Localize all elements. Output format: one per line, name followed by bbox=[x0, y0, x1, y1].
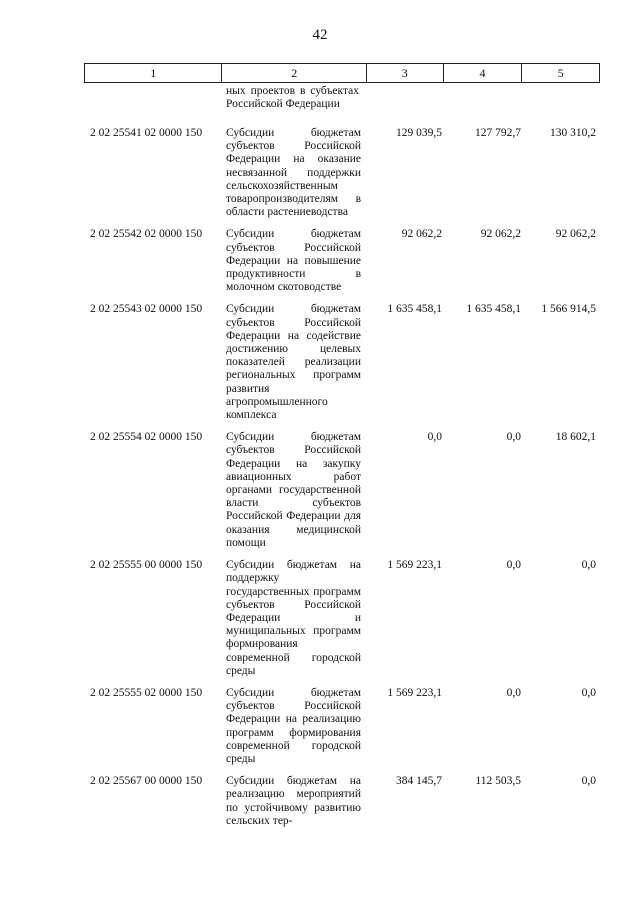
header-col-2: 2 bbox=[222, 64, 366, 82]
value-col-4: 1 635 458,1 bbox=[466, 303, 521, 316]
value-col-3: 384 145,7 bbox=[396, 775, 442, 788]
value-col-4: 0,0 bbox=[506, 559, 521, 572]
budget-code: 2 02 25555 00 0000 150 bbox=[90, 559, 203, 572]
header-col-5: 5 bbox=[557, 66, 564, 80]
budget-code: 2 02 25542 02 0000 150 bbox=[90, 228, 203, 241]
value-col-5: 18 602,1 bbox=[555, 431, 596, 444]
table-row bbox=[84, 775, 600, 828]
budget-code: 2 02 25543 02 0000 150 bbox=[90, 303, 203, 316]
table-row bbox=[84, 687, 600, 766]
value-col-3: 129 039,5 bbox=[396, 127, 442, 139]
table-header bbox=[84, 63, 600, 83]
value-col-5: 92 062,2 bbox=[555, 228, 596, 241]
budget-code: 2 02 25555 02 0000 150 bbox=[90, 686, 203, 699]
row-description: Субсидии бюджетам субъектов Российской Федерации на повышение продуктивности в молочном скотоводстве bbox=[226, 228, 361, 294]
row-description: Субсидии бюджетам на реализацию мероприятий по устойчивому развитию сельских тер- bbox=[226, 775, 361, 827]
value-col-5: 0,0 bbox=[581, 775, 596, 788]
table-row bbox=[84, 127, 600, 219]
value-col-3: 1 569 223,1 bbox=[387, 686, 442, 699]
value-col-3: 1 569 223,1 bbox=[387, 559, 442, 572]
row-description: Субсидии бюджетам на поддержку государственных программ субъектов Российской Федерации и муниципальных программ формирования современной городской среды bbox=[226, 559, 361, 677]
value-col-3: 1 635 458,1 bbox=[387, 303, 442, 316]
continuation-text: ных проектов в субъектах Российской Федерации bbox=[226, 85, 359, 111]
budget-code: 2 02 25554 02 0000 150 bbox=[90, 431, 203, 444]
value-col-4: 127 792,7 bbox=[475, 127, 521, 139]
value-col-5: 0,0 bbox=[581, 686, 596, 699]
table-row bbox=[84, 228, 600, 294]
table-row bbox=[84, 559, 600, 678]
value-col-4: 0,0 bbox=[506, 431, 521, 444]
budget-code: 2 02 25541 02 0000 150 bbox=[90, 127, 203, 139]
value-col-4: 92 062,2 bbox=[480, 228, 521, 241]
row-description: Субсидии бюджетам субъектов Российской Федерации на содействие достижению целевых показателей реализации региональных программ развития агропромышленного комплекса bbox=[226, 303, 361, 422]
budget-code: 2 02 25567 00 0000 150 bbox=[90, 775, 203, 788]
value-col-3: 92 062,2 bbox=[401, 228, 442, 241]
row-description: Субсидии бюджетам субъектов Российской Федерации на закупку авиационных работ органами государственной власти субъектов Российской Федерации для оказания медицинской помощи bbox=[226, 431, 361, 549]
value-col-4: 0,0 bbox=[506, 686, 521, 699]
row-description: Субсидии бюджетам субъектов Российской Федерации на оказание несвязанной поддержки сельскохозяйственным товаропроизводителям в области растениеводства bbox=[226, 127, 361, 219]
header-col-4: 4 bbox=[444, 64, 523, 82]
value-col-3: 0,0 bbox=[427, 431, 442, 444]
value-col-5: 1 566 914,5 bbox=[541, 303, 596, 316]
value-col-5: 0,0 bbox=[581, 559, 596, 572]
value-col-4: 112 503,5 bbox=[475, 775, 521, 788]
header-col-1: 1 bbox=[85, 64, 222, 82]
value-col-5: 130 310,2 bbox=[550, 127, 596, 139]
row-description: Субсидии бюджетам субъектов Российской Федерации на реализацию программ формирования современной городской среды bbox=[226, 686, 361, 765]
page-number: 42 bbox=[312, 27, 328, 43]
header-col-3: 3 bbox=[367, 64, 444, 82]
table-row bbox=[84, 303, 600, 422]
table-body bbox=[84, 127, 600, 837]
table-row bbox=[84, 431, 600, 550]
